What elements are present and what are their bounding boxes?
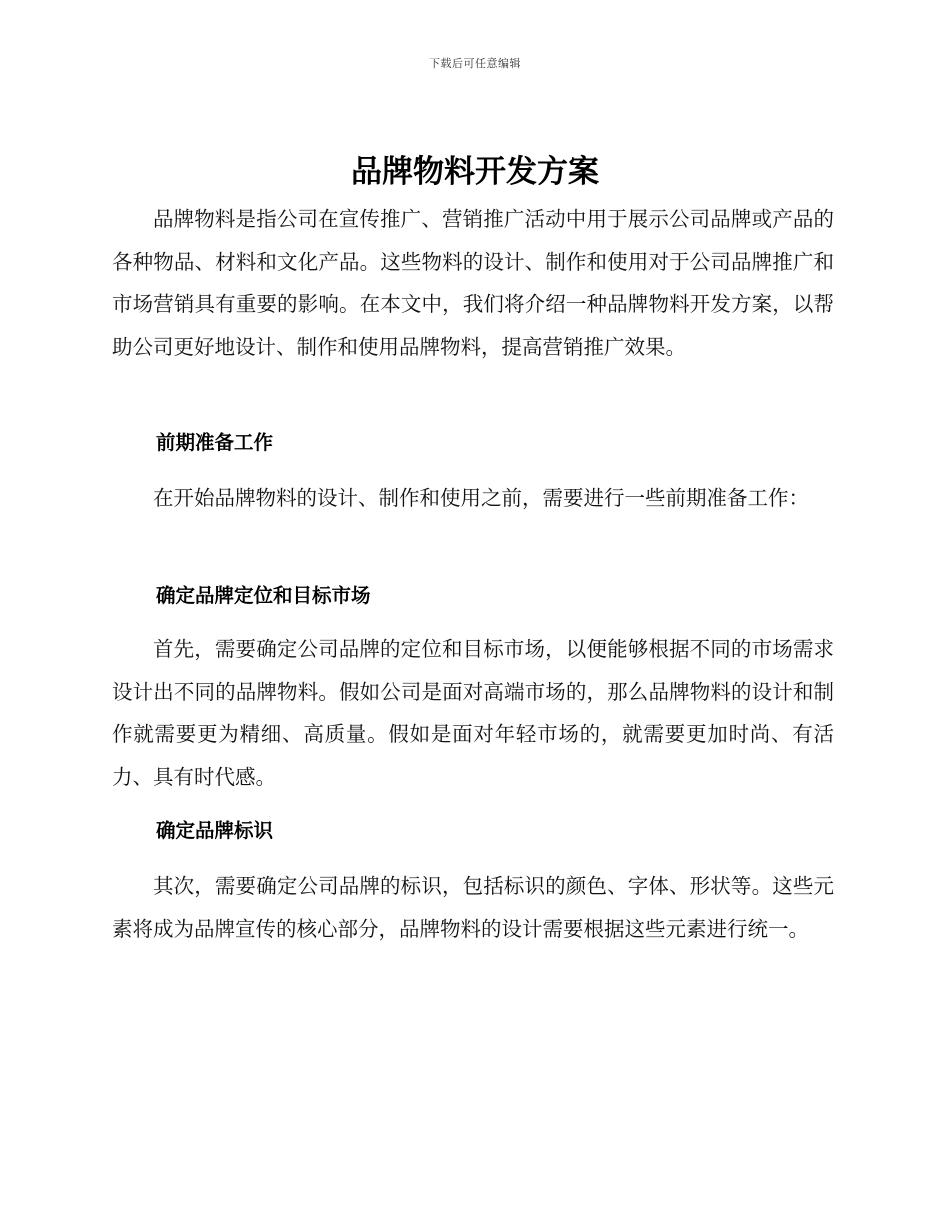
page-header-note: 下载后可任意编辑	[429, 57, 521, 70]
section-paragraph-positioning: 首先，需要确定公司品牌的定位和目标市场，以便能够根据不同的市场需求设计出不同的品牌物料。假如公司是面对高端市场的，那么品牌物料的设计和制作就需要更为精细、高质量。假如是面对年轻市场的，就需要更加时尚、有活力、具有时代感。	[112, 637, 834, 789]
section-heading-preparation: 前期准备工作	[156, 431, 274, 454]
section-heading-positioning: 确定品牌定位和目标市场	[156, 584, 371, 607]
section-paragraph-preparation: 在开始品牌物料的设计、制作和使用之前，需要进行一些前期准备工作：	[153, 486, 809, 510]
document-title: 品牌物料开发方案	[351, 154, 599, 190]
section-heading-brand-identity: 确定品牌标识	[156, 819, 274, 842]
section-paragraph-brand-identity: 其次，需要确定公司品牌的标识，包括标识的颜色、字体、形状等。这些元素将成为品牌宣传的核心部分，品牌物料的设计需要根据这些元素进行统一。	[112, 874, 834, 941]
intro-paragraph: 品牌物料是指公司在宣传推广、营销推广活动中用于展示公司品牌或产品的各种物品、材料和文化产品。这些物料的设计、制作和使用对于公司品牌推广和市场营销具有重要的影响。在本文中，我们将介绍一种品牌物料开发方案，以帮助公司更好地设计、制作和使用品牌物料，提高营销推广效果。	[112, 207, 834, 359]
